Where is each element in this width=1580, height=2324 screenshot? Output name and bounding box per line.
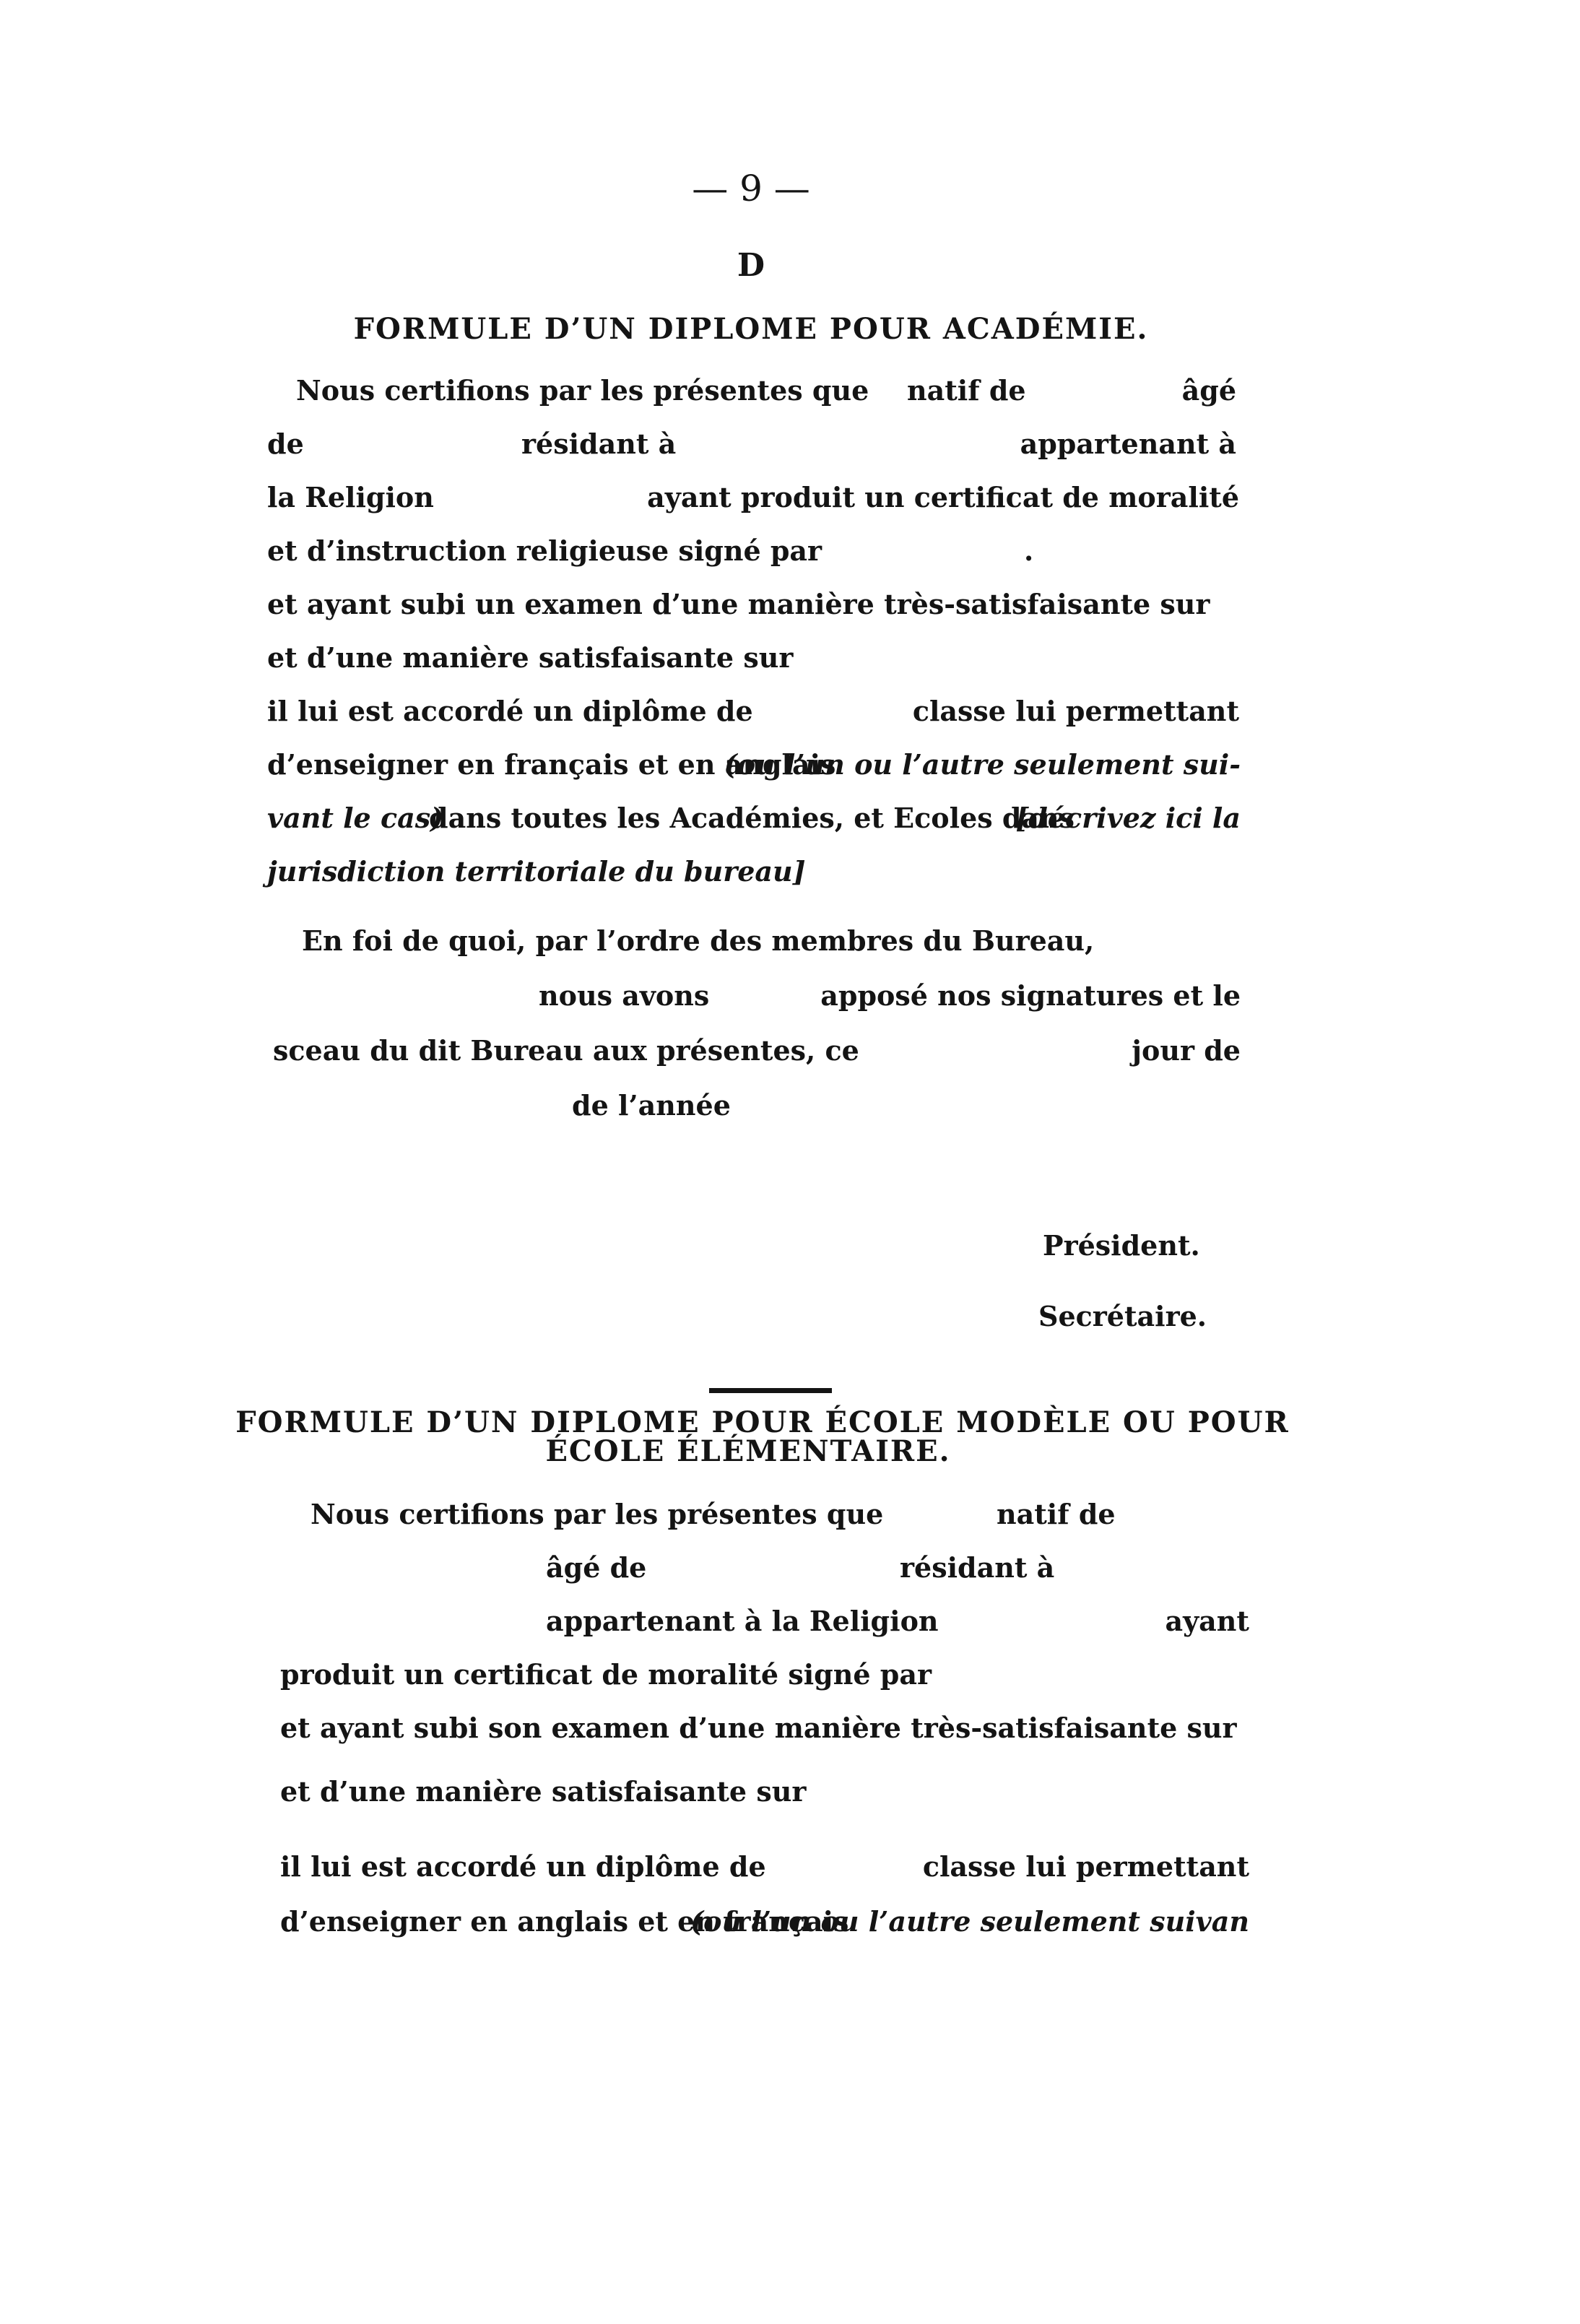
form2-line6: et d’une manière satisfaisante sur	[280, 1775, 807, 1808]
signature-president: Président.	[1043, 1229, 1200, 1262]
form1-line1-c: âgé	[1181, 374, 1236, 407]
form1-line5: et ayant subi un examen d’une manière très-satisfaisante sur	[267, 588, 1210, 620]
form1-line3-b: ayant produit un certificat de moralité	[647, 481, 1239, 513]
page-number: — 9 —	[692, 168, 810, 209]
section-divider	[709, 1388, 832, 1393]
form2-line1-b: natif de	[997, 1498, 1116, 1530]
signature-secretary: Secrétaire.	[1038, 1300, 1207, 1332]
form2-line8-a: d’enseigner en anglais et en français	[280, 1905, 849, 1938]
form1-line14: de l’année	[572, 1089, 731, 1122]
form1-line11: En foi de quoi, par l’ordre des membres du Bureau,	[302, 924, 1095, 957]
form2-line7-b: classe lui permettant	[922, 1850, 1249, 1883]
form1-line3-a: la Religion	[267, 481, 434, 513]
form1-line7-a: il lui est accordé un diplôme de	[267, 695, 753, 727]
form2-title-line1: FORMULE D’UN DIPLOME POUR ÉCOLE MODÈLE OU POUR	[235, 1405, 1290, 1439]
form1-line12-a: nous avons	[539, 979, 710, 1012]
form1-line6: et d’une manière satisfaisante sur	[267, 641, 794, 674]
form1-line8-b: (ou l’un ou l’autre seulement sui-	[724, 748, 1241, 781]
form1-line10: jurisdiction territoriale du bureau]	[267, 855, 806, 888]
form2-line5: et ayant subi son examen d’une manière très-satisfaisante sur	[280, 1712, 1237, 1744]
form1-line8-a: d’enseigner en français et en anglais	[267, 748, 836, 781]
form1-line7-b: classe lui permettant	[912, 695, 1239, 727]
form1-line9-c: [décrivez ici la	[1015, 802, 1241, 834]
form2-line2-a: âgé de	[546, 1551, 647, 1584]
form2-line3-b: ayant	[1165, 1605, 1249, 1637]
form1-line1-b: natif de	[907, 374, 1026, 407]
form1-line13-b: jour de	[1132, 1034, 1241, 1067]
form1-line13-a: sceau du dit Bureau aux présentes, ce	[273, 1034, 859, 1067]
form2-line8-b: (ou l’un ou l’autre seulement suivan	[690, 1905, 1249, 1938]
form1-line1-a: Nous certifions par les présentes que	[296, 374, 869, 407]
form2-line7-a: il lui est accordé un diplôme de	[280, 1850, 766, 1883]
form1-line2-a: de	[267, 428, 304, 460]
section-letter: D	[737, 247, 765, 284]
form1-line4-b: .	[1024, 534, 1034, 567]
form1-line9-a: vant le cas)	[267, 802, 444, 834]
form1-line4-a: et d’instruction religieuse signé par	[267, 534, 822, 567]
form1-title: FORMULE D’UN DIPLOME POUR ACADÉMIE.	[353, 312, 1149, 346]
form1-line2-c: appartenant à	[1020, 428, 1236, 460]
form2-line4: produit un certificat de moralité signé par	[280, 1658, 932, 1691]
form2-line1-a: Nous certifions par les présentes que	[311, 1498, 884, 1530]
form2-line3-a: appartenant à la Religion	[546, 1605, 939, 1637]
form2-line2-b: résidant à	[900, 1551, 1055, 1584]
form2-title-line2: ÉCOLE ÉLÉMENTAIRE.	[545, 1434, 951, 1468]
form1-line9-b: dans toutes les Académies, et Ecoles dans	[429, 802, 1075, 834]
form1-line2-b: résidant à	[521, 428, 677, 460]
form1-line12-b: apposé nos signatures et le	[820, 979, 1241, 1012]
